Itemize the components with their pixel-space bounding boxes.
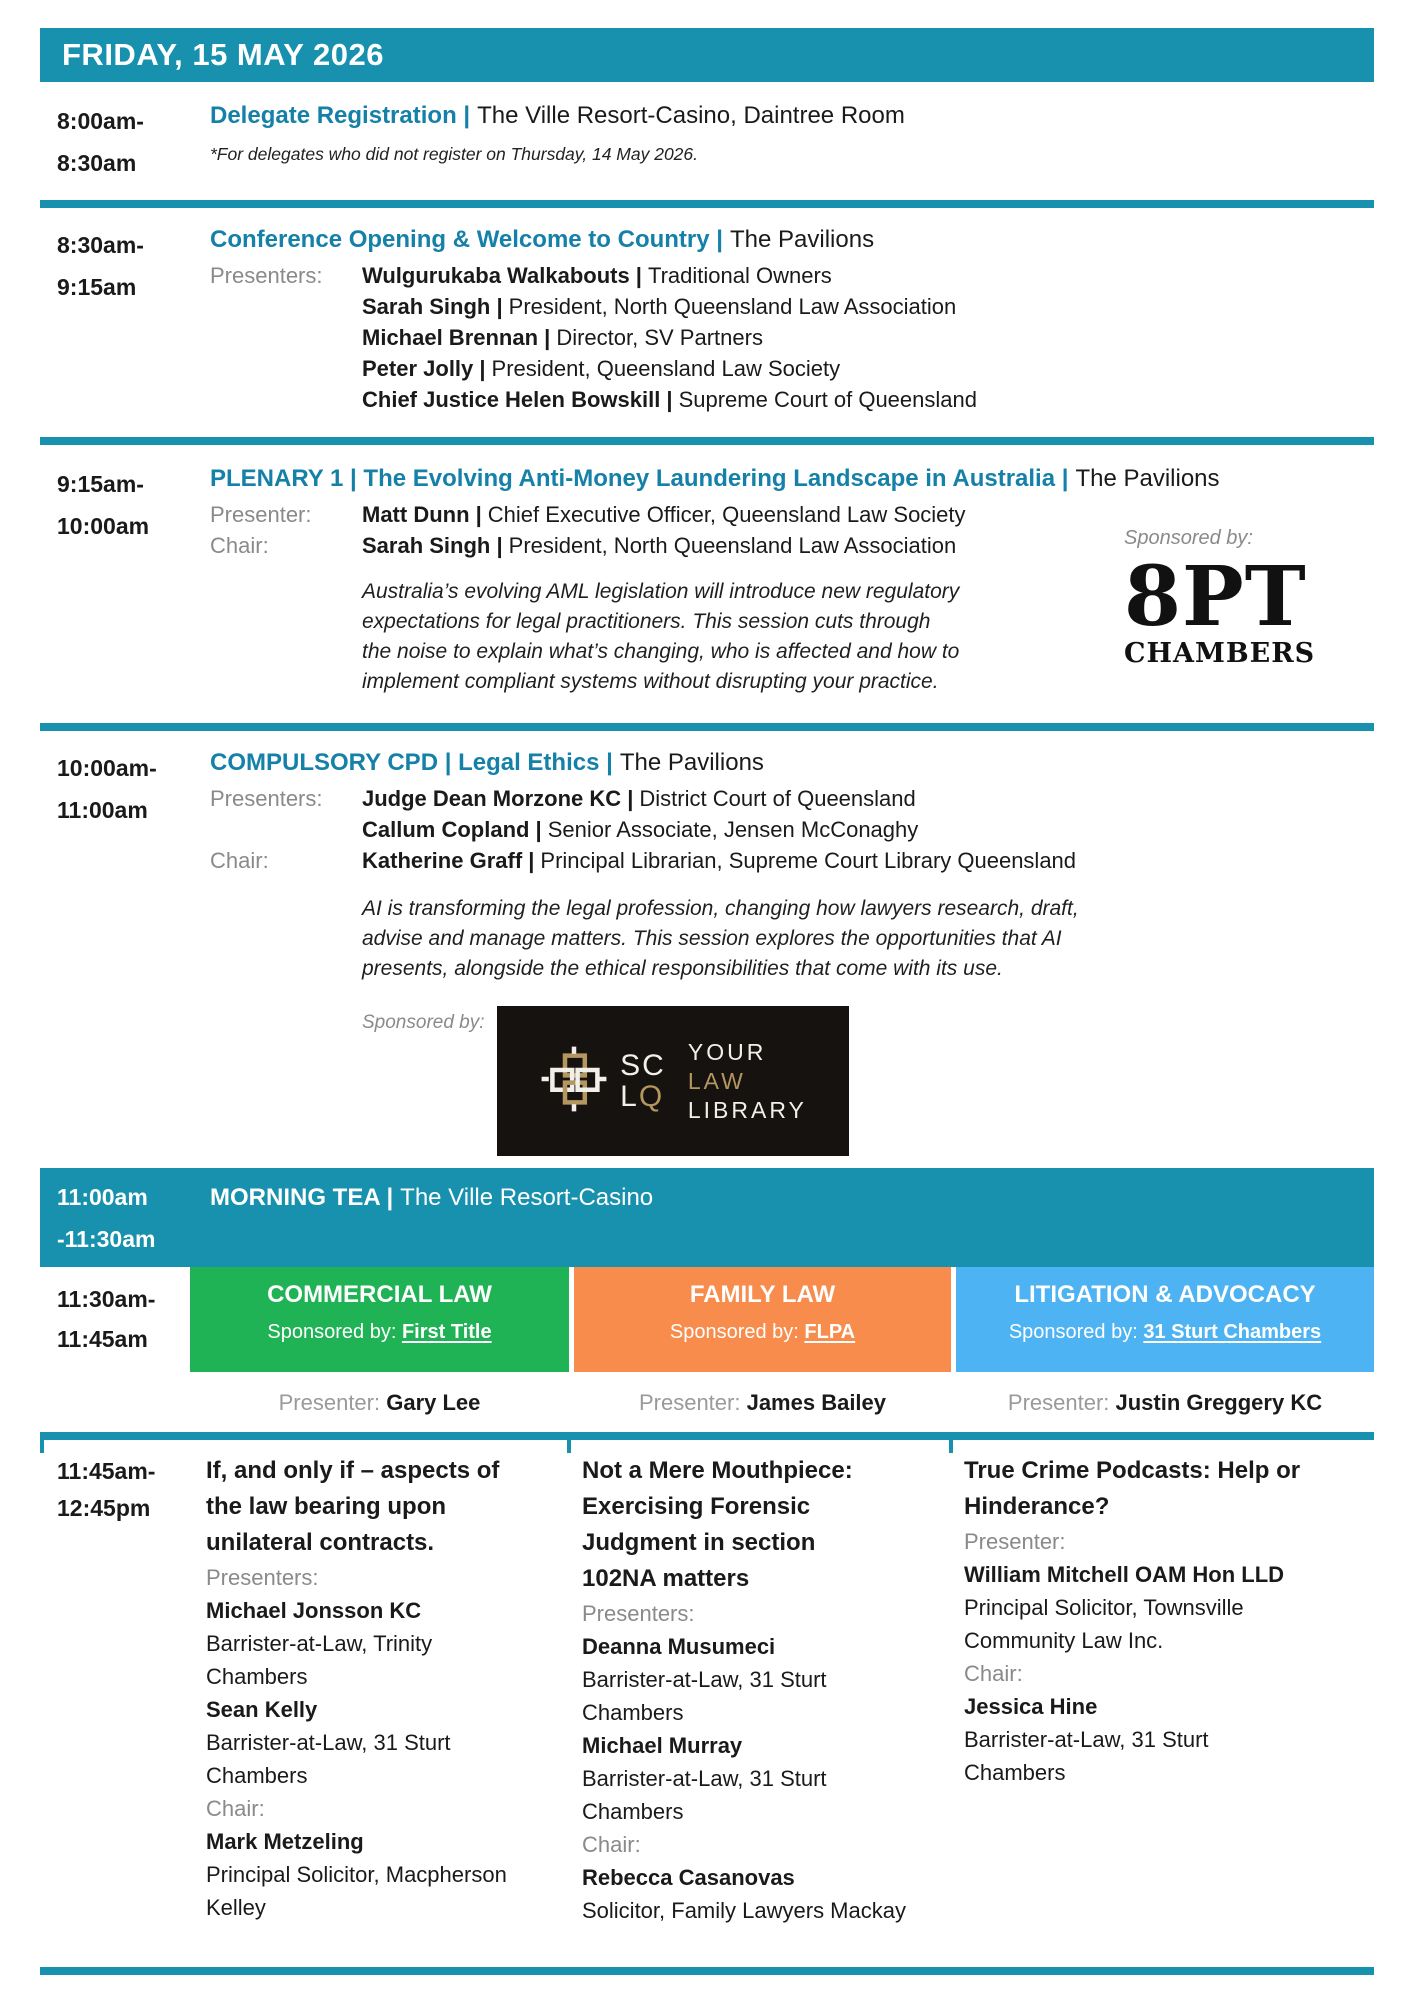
presenter-role: Barrister-at-Law, 31 Sturt Chambers	[206, 1730, 451, 1788]
stream-litigation-advocacy: LITIGATION & ADVOCACY Sponsored by: 31 Sturt Chambers	[956, 1267, 1374, 1372]
sponsor-link-31-sturt[interactable]: 31 Sturt Chambers	[1143, 1321, 1322, 1343]
presenters-label: Presenters:	[206, 1565, 319, 1590]
presenter-role: Barrister-at-Law, 31 Sturt Chambers	[582, 1667, 827, 1725]
presenter-line: Michael Brennan | Director, SV Partners	[362, 325, 763, 350]
section-divider	[40, 437, 1374, 445]
session-time: 11:30am- 11:45am	[57, 1286, 156, 1352]
session-plenary-1	[40, 463, 1374, 697]
parallel-session-commercial	[190, 1453, 569, 1927]
presenter-line: Peter Jolly | President, Queensland Law Society	[362, 356, 841, 381]
stream-header-row	[40, 1267, 1374, 1372]
stream-presenter-row	[40, 1390, 1374, 1416]
sponsored-by-label: Sponsored by:	[1124, 527, 1253, 549]
column-tick	[949, 1440, 953, 1453]
section-divider	[40, 200, 1374, 208]
presenter-name: Michael Murray	[582, 1733, 743, 1758]
session-time: 11:00am -11:30am	[57, 1184, 156, 1252]
stream-presenter: Presenter: Justin Greggery KC	[1007, 1390, 1323, 1415]
presenter-line: Presenter: Matt Dunn | Chief Executive Officer, Queensland Law Society	[210, 499, 1124, 530]
parallel-sessions-row	[40, 1453, 1374, 1927]
chair-label: Chair:	[210, 533, 269, 558]
presenter-role: Barrister-at-Law, Trinity Chambers	[206, 1631, 433, 1689]
section-divider	[40, 1432, 1374, 1440]
chair-line: Chair: Sarah Singh | President, North Queensland Law Association	[210, 530, 1124, 561]
presenter-name: Sean Kelly	[206, 1697, 318, 1722]
sclq-logo: SC LQ YOUR LAW LIBRARY	[497, 1006, 849, 1156]
session-time: 10:00am- 11:00am	[57, 755, 157, 823]
presenters-label: Presenters:	[582, 1601, 695, 1626]
8pt-chambers-logo: 8PT CHAMBERS	[1124, 549, 1316, 669]
session-description: Australia’s evolving AML legislation will introduce new regulatory expectations for legal practitioners. This session cuts through the noise to explain what’s changing, who is affected and how to implement compliant systems without disrupting your practice.	[362, 580, 960, 693]
sponsor-block-sclq	[362, 1006, 1374, 1156]
session-title: Delegate Registration | The Ville Resort-Casino, Daintree Room	[210, 102, 905, 129]
chair-role: Barrister-at-Law, 31 Sturt Chambers	[964, 1727, 1209, 1785]
session-time: 8:00am- 8:30am	[57, 108, 144, 176]
session-description: AI is transforming the legal profession, changing how lawyers research, draft, advise and manage matters. This session explores the opportunities that AI presents, alongside the ethical responsibilities that come with its use.	[362, 897, 1079, 980]
morning-tea-bar	[40, 1168, 1374, 1267]
session-title: Not a Mere Mouthpiece: Exercising Forensic Judgment in section 102NA matters	[582, 1457, 853, 1592]
chair-role: Solicitor, Family Lawyers Mackay	[582, 1898, 906, 1923]
parallel-session-family	[574, 1453, 951, 1927]
presenter-label: Presenter:	[964, 1529, 1066, 1554]
column-tick	[40, 1440, 44, 1453]
chair-line: Chair: Katherine Graff | Principal Librarian, Supreme Court Library Queensland	[210, 845, 1374, 876]
chair-label: Chair:	[206, 1796, 265, 1821]
morning-tea-title: MORNING TEA | The Ville Resort-Casino	[210, 1184, 654, 1211]
presenter-name: Deanna Musumeci	[582, 1634, 776, 1659]
presenters-label: Presenters:	[210, 786, 323, 811]
registration-footnote: *For delegates who did not register on Thursday, 14 May 2026.	[210, 144, 699, 164]
stream-commercial-law: COMMERCIAL LAW Sponsored by: First Title	[190, 1267, 569, 1372]
chair-label: Chair:	[964, 1661, 1023, 1686]
presenter-line: Chief Justice Helen Bowskill | Supreme Court of Queensland	[362, 387, 977, 412]
day-heading: FRIDAY, 15 MAY 2026	[62, 37, 384, 72]
section-divider	[40, 1967, 1374, 1975]
presenter-line: Callum Copland | Senior Associate, Jensen McConaghy	[362, 817, 919, 842]
sponsor-link-first-title[interactable]: First Title	[401, 1321, 492, 1343]
column-tick	[567, 1440, 571, 1453]
chair-label: Chair:	[210, 848, 269, 873]
stream-presenter: Presenter: James Bailey	[638, 1390, 887, 1415]
session-time: 9:15am- 10:00am	[57, 471, 150, 539]
session-cpd	[40, 747, 1374, 1156]
presenter-name: Michael Jonsson KC	[206, 1598, 422, 1623]
presenter-label: Presenter:	[210, 502, 312, 527]
sponsored-by-label: Sponsored by:	[362, 1012, 485, 1033]
session-time: 11:45am- 12:45pm	[57, 1458, 156, 1521]
sclq-knot-icon	[538, 1043, 610, 1120]
session-title: If, and only if – aspects of the law bearing upon unilateral contracts.	[206, 1457, 500, 1556]
presenter-line: Presenters: Judge Dean Morzone KC | District Court of Queensland	[210, 783, 1374, 814]
chair-name: Mark Metzeling	[206, 1829, 364, 1854]
chair-name: Jessica Hine	[964, 1694, 1098, 1719]
presenter-role: Barrister-at-Law, 31 Sturt Chambers	[582, 1766, 827, 1824]
section-divider	[40, 723, 1374, 731]
session-title: Conference Opening & Welcome to Country | The Pavilions	[210, 226, 875, 253]
stream-family-law: FAMILY LAW Sponsored by: FLPA	[574, 1267, 951, 1372]
chair-name: Rebecca Casanovas	[582, 1865, 795, 1890]
stream-presenter: Presenter: Gary Lee	[278, 1390, 481, 1415]
day-header-bar	[40, 28, 1374, 82]
presenter-name: William Mitchell OAM Hon LLD	[964, 1562, 1285, 1587]
session-opening	[40, 224, 1374, 415]
presenter-line: Presenters: Wulgurukaba Walkabouts | Traditional Owners	[210, 260, 1374, 291]
presenter-line: Sarah Singh | President, North Queensland Law Association	[362, 294, 957, 319]
sponsor-link-flpa[interactable]: FLPA	[804, 1321, 856, 1343]
session-title: COMPULSORY CPD | Legal Ethics | The Pavilions	[210, 749, 764, 776]
chair-label: Chair:	[582, 1832, 641, 1857]
session-title: PLENARY 1 | The Evolving Anti-Money Laundering Landscape in Australia | The Pavilions	[210, 465, 1220, 492]
presenters-label: Presenters:	[210, 263, 323, 288]
session-time: 8:30am- 9:15am	[57, 232, 144, 300]
presenter-role: Principal Solicitor, Townsville Community Law Inc.	[964, 1595, 1244, 1653]
chair-role: Principal Solicitor, Macpherson Kelley	[206, 1862, 507, 1920]
session-title: True Crime Podcasts: Help or Hinderance?	[964, 1457, 1301, 1520]
session-registration	[40, 100, 1374, 184]
parallel-session-litigation	[956, 1453, 1374, 1927]
your-law-library-text: YOUR LAW LIBRARY	[687, 1038, 807, 1123]
sponsor-block-8pt	[1124, 495, 1374, 697]
